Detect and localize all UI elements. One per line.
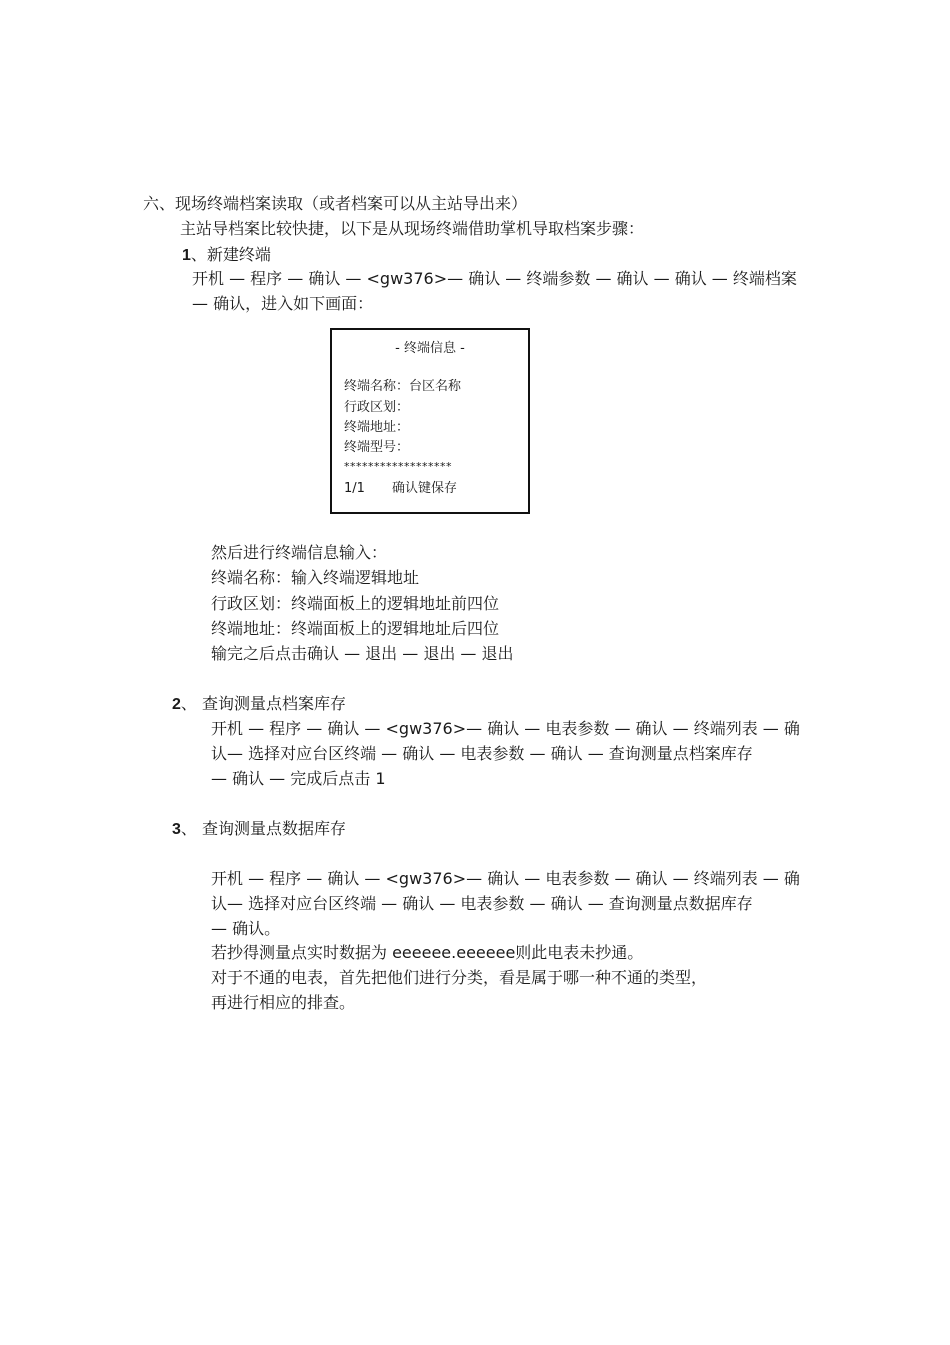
step3-title: 、 查询测量点数据库存: [180, 819, 346, 838]
step1-title: 、新建终端: [190, 245, 271, 264]
screen-separator: ******************: [344, 460, 452, 473]
step3-path-line2: 认— 选择对应台区终端 — 确认 — 电表参数 — 确认 — 查询测量点数据库存: [211, 894, 753, 913]
step2-title: 、 查询测量点档案库存: [180, 694, 346, 713]
screen-field-address: 终端地址：: [344, 420, 410, 435]
step3-heading: [172, 817, 346, 841]
step3-number: 3: [172, 821, 181, 838]
input-finish: 输完之后点击确认 — 退出 — 退出 — 退出: [211, 644, 514, 663]
screen-save-hint: 确认键保存: [392, 481, 458, 496]
step2-path-line1: 开机 — 程序 — 确认 — <gw376>— 确认 — 电表参数 — 确认 — 终端列表 — 确: [211, 719, 800, 738]
step2-heading: [172, 692, 346, 716]
step1-number: 1: [182, 247, 191, 264]
step2-path-line3: — 确认 — 完成后点击 1: [211, 769, 386, 788]
section-intro: 主站导档案比较快捷，以下是从现场终端借助掌机导取档案步骤：: [180, 219, 645, 238]
step2-number: 2: [172, 696, 181, 713]
terminal-info-screen: [330, 328, 530, 514]
input-lead: 然后进行终端信息输入：: [211, 543, 388, 562]
screen-field-model: 终端型号：: [344, 440, 410, 455]
step1-heading: [182, 243, 271, 267]
step1-path-line1: 开机 — 程序 — 确认 — <gw376>— 确认 — 终端参数 — 确认 — 确认 — 终端档案: [192, 269, 797, 288]
screen-page-indicator: 1/1: [344, 481, 365, 496]
input-region: 行政区划：终端面板上的逻辑地址前四位: [211, 594, 500, 613]
step3-path-line1: 开机 — 程序 — 确认 — <gw376>— 确认 — 电表参数 — 确认 — 终端列表 — 确: [211, 869, 800, 888]
step1-path-line2: — 确认，进入如下画面：: [192, 294, 374, 313]
step3-note3: 再进行相应的排查。: [211, 993, 356, 1012]
input-name: 终端名称：输入终端逻辑地址: [211, 568, 420, 587]
step3-path-line3: — 确认。: [211, 919, 281, 938]
screen-footer: [344, 480, 457, 498]
step2-path-line2: 认— 选择对应台区终端 — 确认 — 电表参数 — 确认 — 查询测量点档案库存: [211, 744, 753, 763]
step3-note2: 对于不通的电表，首先把他们进行分类，看是属于哪一种不通的类型，: [211, 968, 708, 987]
section-heading: 六、现场终端档案读取（或者档案可以从主站导出来）: [143, 194, 528, 213]
step3-note1: 若抄得测量点实时数据为 eeeeee.eeeeee则此电表未抄通。: [211, 943, 644, 962]
screen-field-region: 行政区划：: [344, 400, 410, 415]
input-address: 终端地址：终端面板上的逻辑地址后四位: [211, 619, 500, 638]
screen-field-name: 终端名称：台区名称: [344, 379, 462, 394]
screen-title: - 终端信息 -: [395, 341, 465, 356]
